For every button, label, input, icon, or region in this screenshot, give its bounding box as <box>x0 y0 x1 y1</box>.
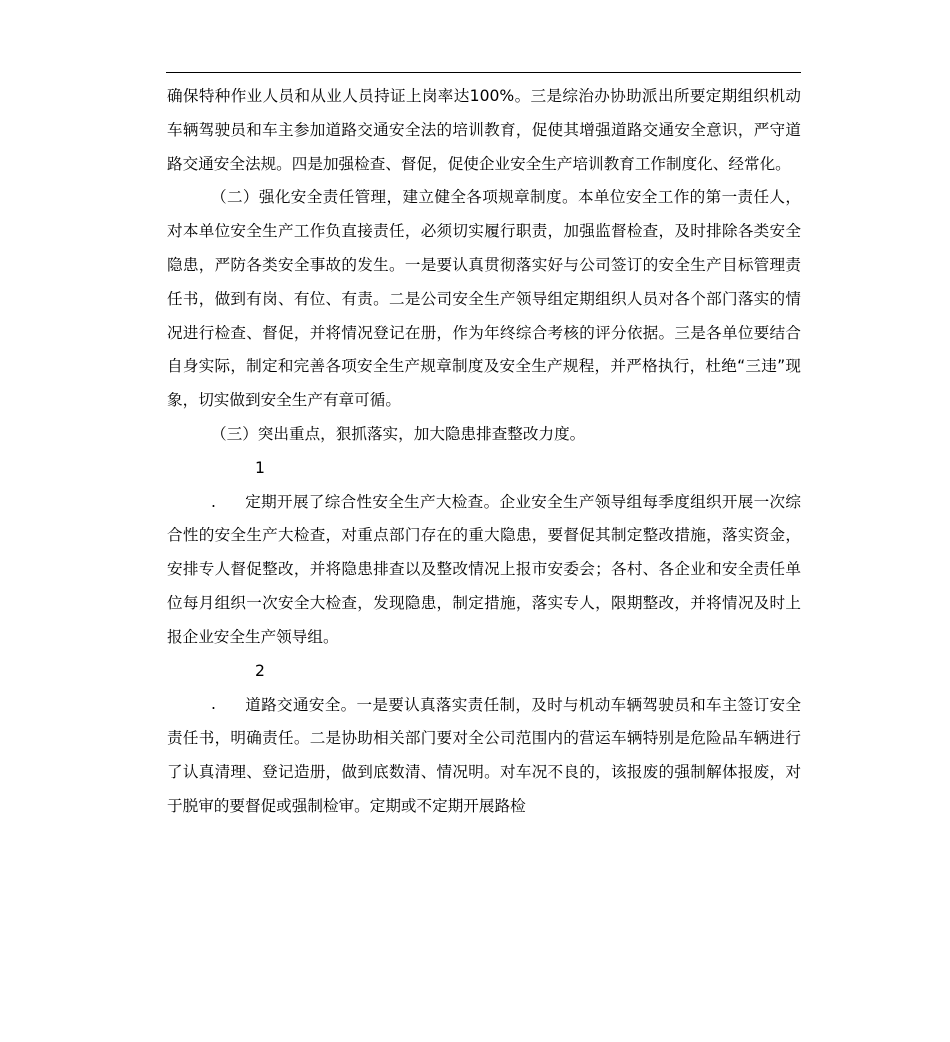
document-body <box>167 80 801 824</box>
paragraph-section-two: （二）强化安全责任管理，建立健全各项规章制度。本单位安全工作的第一责任人，对本单位安全生产工作负直接责任，必须切实履行职责，加强监督检查，及时排除各类安全隐患，严防各类安全事故的发生。一是要认真贯彻落实好与公司签订的安全生产目标管理责任书，做到有岗、有位、有责。二是公司安全生产领导组定期组织人员对各个部门落实的情况进行检查、督促，并将情况登记在册，作为年终综合考核的评分依据。三是各单位要结合自身实际，制定和完善各项安全生产规章制度及安全生产规程，并严格执行，杜绝“三违”现象，切实做到安全生产有章可循。 <box>167 188 801 410</box>
header-rule <box>166 72 801 73</box>
paragraph-item-2 <box>167 655 801 824</box>
item-text: 定期开展了综合性安全生产大检查。企业安全生产领导组每季度组织开展一次综合性的安全生产大检查，对重点部门存在的重大隐患，要督促其制定整改措施，落实资金，安排专人督促整改，并将隐患排查以及整改情况上报市安委会；各村、各企业和安全责任单位每月组织一次安全大检查，发现隐患，制定措施，落实专人，限期整改，并将情况及时上报企业安全生产领导组。 <box>167 492 801 646</box>
paragraph-section-three-heading: （三）突出重点，狠抓落实，加大隐患排查整改力度。 <box>211 424 586 443</box>
item-number: 1. <box>211 458 265 511</box>
item-number: 2. <box>211 661 265 714</box>
item-text: 道路交通安全。一是要认真落实责任制，及时与机动车辆驾驶员和车主签订安全责任书，明确责任。二是协助相关部门要对全公司范围内的营运车辆特别是危险品车辆进行了认真清理、登记造册，做到底数清、情况明。对车况不良的，该报废的强制解体报废，对于脱审的要督促或强制检审。定期或不定期开展路检 <box>167 695 801 815</box>
paragraph-item-1 <box>167 452 801 655</box>
paragraph-continuation: 确保特种作业人员和从业人员持证上岗率达100%。三是综治办协助派出所要定期组织机动车辆驾驶员和车主参加道路交通安全法的培训教育，促使其增强道路交通安全意识，严守道路交通安全法规。四是加强检查、督促，促使企业安全生产培训教育工作制度化、经常化。 <box>167 87 801 173</box>
